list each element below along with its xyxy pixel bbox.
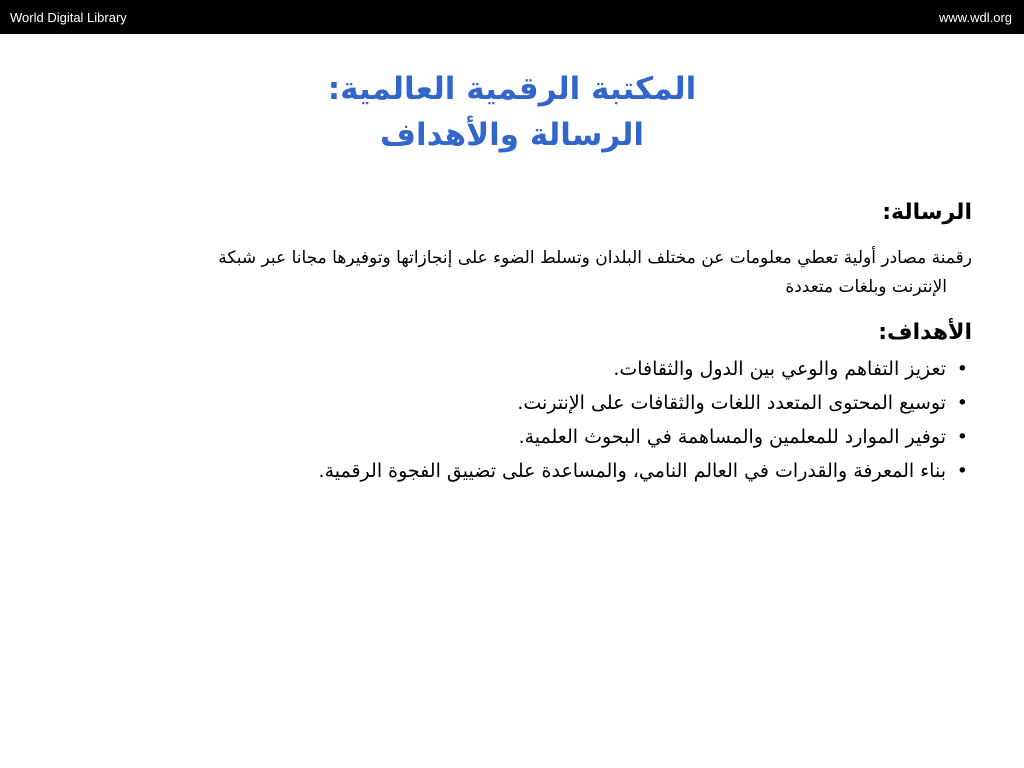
goals-heading: الأهداف: — [878, 320, 972, 345]
bullet-icon: • — [956, 426, 968, 448]
mission-heading: الرسالة: — [882, 200, 972, 225]
bullet-icon: • — [956, 392, 968, 414]
goal-item — [72, 352, 972, 386]
goal-item — [72, 420, 972, 454]
header-url: www.wdl.org — [939, 10, 1012, 25]
slide-title-line-2: الرسالة والأهداف — [380, 117, 644, 153]
slide-content — [72, 196, 972, 488]
goal-item — [72, 386, 972, 420]
mission-text-line-1: رقمنة مصادر أولية تعطي معلومات عن مختلف البلدان وتسلط الضوء على إنجازاتها وتوفيرها مجانا عبر شبكة — [218, 248, 972, 268]
goal-item-text: توسيع المحتوى المتعدد اللغات والثقافات على الإنترنت. — [517, 392, 946, 414]
goal-item-text: توفير الموارد للمعلمين والمساهمة في البحوث العلمية. — [518, 426, 946, 448]
header-site-name: World Digital Library — [10, 10, 127, 25]
slide-title-line-1: المكتبة الرقمية العالمية: — [327, 71, 697, 107]
goals-list — [72, 352, 972, 488]
goal-item-text: بناء المعرفة والقدرات في العالم النامي، والمساعدة على تضييق الفجوة الرقمية. — [318, 460, 946, 482]
mission-text-line-2: الإنترنت وبلغات متعددة — [785, 277, 947, 297]
bullet-icon: • — [956, 460, 968, 482]
goal-item-text: تعزيز التفاهم والوعي بين الدول والثقافات. — [613, 358, 946, 380]
mission-text — [72, 244, 972, 302]
header-bar — [0, 0, 1024, 34]
slide-title — [0, 66, 1024, 158]
bullet-icon: • — [956, 358, 968, 380]
goal-item — [72, 454, 972, 488]
